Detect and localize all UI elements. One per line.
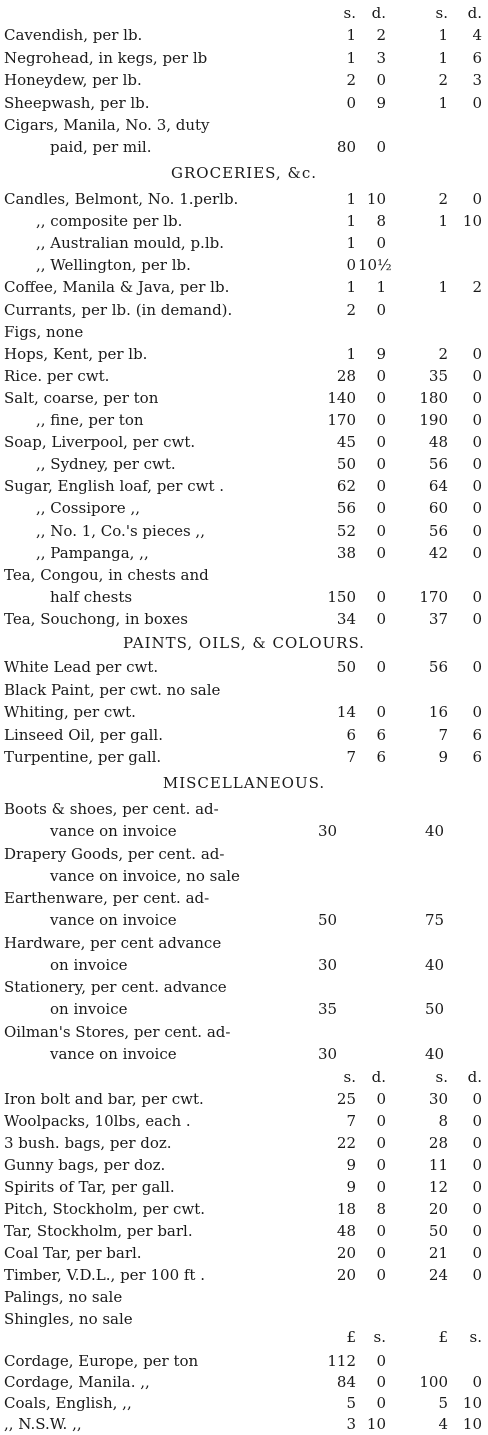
column-header-mid [0,1066,488,1088]
price-low-minor: 0 [376,477,386,496]
price-low-major: 62 [336,477,356,496]
price-high-major: 1 [438,26,448,44]
item-label: on invoice [50,955,128,974]
item-label: Pitch, Stockholm, per cwt. [4,1200,206,1218]
price-low-pence: 0 [376,610,386,628]
item-label: Currants, per lb. (in demand). [4,300,233,319]
item-label: ,, Australian mould, p.lb. [36,234,224,253]
percent-row-line1 [0,1021,488,1043]
advance-low: 30 [318,822,338,840]
price-row [0,1110,488,1132]
price-high-minor: 0 [472,477,482,496]
price-low-major: 52 [336,521,356,540]
item-label: vance on invoice [50,911,177,929]
header-pence-low: d. [371,1068,386,1086]
header-shillings-high: s. [435,4,448,22]
percent-row-line1 [0,843,488,865]
item-label: Figs, none [4,322,84,341]
price-row [0,321,488,343]
price-row [0,1132,488,1154]
price-high-minor: 0 [472,1178,482,1196]
price-high-minor: 6 [472,725,482,744]
item-label: ,, Cossipore ,, [36,499,140,518]
item-label: Oilman's Stores, per cent. ad- [4,1022,231,1041]
item-label: Stationery, per cent. advance [4,978,227,996]
price-high-major: 1 [438,212,448,231]
item-label: Boots & shoes, per cent. ad- [4,800,219,818]
price-low-minor: 0 [376,1394,386,1412]
price-row [0,724,488,746]
price-low-minor: 0 [376,543,386,562]
price-low-major: 1 [346,212,356,231]
price-high-minor: 0 [472,455,482,474]
advance-high: 40 [425,955,445,974]
price-row [0,276,488,298]
price-low-minor: 0 [376,366,386,385]
price-high-major: 1 [438,93,448,112]
price-row [0,188,488,210]
header-shillings-low: s. [343,1068,356,1086]
price-low-major: 1 [346,234,356,253]
item-label: Woolpacks, 10lbs, each . [4,1112,191,1130]
item-label: Tar, Stockholm, per barl. [4,1222,193,1240]
header-shillings-high: s. [469,1328,482,1346]
price-high-minor: 0 [472,703,482,721]
price-row [0,24,488,46]
price-high-minor: 0 [472,388,482,407]
price-low-minor: 0 [376,1352,386,1370]
price-low-minor: 0 [376,703,386,721]
price-high-major: 2 [438,344,448,363]
price-high-minor: 10 [462,212,482,231]
item-label: ,, composite per lb. [36,212,183,231]
price-high-minor: 10 [462,1415,482,1433]
price-row [0,542,488,564]
price-high-major: 8 [438,1112,448,1130]
price-high-minor: 10 [462,1394,482,1412]
price-row [0,210,488,232]
price-high-minor: 0 [472,1266,482,1284]
price-high-pence: 0 [472,610,482,628]
price-high-major: 48 [428,433,448,452]
price-row [0,1371,488,1393]
header-shillings-low: s. [373,1328,386,1346]
price-high-major: 11 [428,1156,448,1174]
advance-high: 40 [425,1044,445,1063]
price-high-minor: 0 [472,433,482,452]
advance-low: 35 [318,1000,338,1018]
price-high-major: 64 [428,477,448,496]
item-label: Sugar, English loaf, per cwt . [4,477,225,496]
price-low-major: 84 [336,1373,356,1391]
price-low-major: 14 [336,703,356,721]
item-label: Coal Tar, per barl. [4,1244,142,1262]
item-label: ,, N.S.W. ,, [4,1415,82,1433]
price-high-major: 2 [438,71,448,89]
price-high-minor: 2 [472,278,482,297]
price-low-minor: 10 [366,1415,386,1433]
price-low-major: 48 [336,1222,356,1240]
item-label: Hops, Kent, per lb. [4,344,148,363]
price-low-minor: 8 [376,212,386,231]
price-high-major: 2 [438,190,448,208]
price-high-major: 42 [428,543,448,562]
price-high-minor: 0 [472,543,482,562]
item-label: ,, Pampanga, ,, [36,543,149,562]
price-row [0,92,488,114]
price-high-minor: 6 [472,748,482,766]
price-high-major: 5 [438,1394,448,1412]
price-low-minor: 6 [376,748,386,766]
price-high-major: 35 [428,366,448,385]
price-low-minor: 0 [376,1244,386,1262]
percent-row-line2 [0,820,488,842]
price-low-minor: 0 [376,433,386,452]
price-low-minor: 2 [376,26,386,44]
item-label: Timber, V.D.L., per 100 ft . [4,1266,205,1284]
price-high-shillings: 37 [428,610,448,628]
price-low-major: 22 [336,1134,356,1152]
item-label: Cigars, Manila, No. 3, duty [4,116,210,134]
percent-row-line1 [0,976,488,998]
item-label: Coffee, Manila & Java, per lb. [4,278,230,297]
price-high-minor: 0 [472,499,482,518]
price-low-major: 50 [336,658,356,676]
item-label: Sheepwash, per lb. [4,93,150,112]
price-low-minor: 0 [376,499,386,518]
tea-congou-line2 [0,586,488,608]
price-low-major: 112 [327,1352,356,1370]
price-row [0,1392,488,1414]
price-row [0,431,488,453]
item-label: Shingles, no sale [4,1310,133,1328]
price-high-minor: 0 [472,411,482,429]
section-heading-misc: MISCELLANEOUS. [162,774,326,792]
price-low-major: 9 [346,1178,356,1196]
price-high-minor: 4 [472,26,482,44]
percent-row-line1 [0,887,488,909]
item-label: ,, Sydney, per cwt. [36,455,176,474]
price-row [0,453,488,475]
cigars-line2 [0,136,488,158]
item-label: Tea, Souchong, in boxes [4,610,188,628]
price-row [0,409,488,431]
item-label: ,, Wellington, per lb. [36,256,191,275]
price-low-minor: 3 [376,48,386,67]
price-low-minor: 0 [376,1373,386,1391]
price-row [0,1220,488,1242]
item-label: vance on invoice, no sale [50,866,240,885]
item-label: Drapery Goods, per cent. ad- [4,844,225,863]
tea-congou-line1 [0,564,488,586]
item-label: Cordage, Europe, per ton [4,1352,199,1370]
item-label: Iron bolt and bar, per cwt. [4,1090,204,1108]
item-label: Cavendish, per lb. [4,26,143,44]
percent-row-line2 [0,909,488,931]
price-high-major: 1 [438,278,448,297]
price-high-minor: 0 [472,1200,482,1218]
advance-high: 50 [425,1000,445,1018]
price-row [0,656,488,678]
item-label: Coals, English, ,, [4,1394,132,1412]
item-label: Negrohead, in kegs, per lb [4,48,208,67]
price-row [0,232,488,254]
item-label: Whiting, per cwt. [4,703,136,721]
price-high-minor: 0 [472,93,482,112]
price-high-minor: 0 [472,1156,482,1174]
price-low-major: 20 [336,1266,356,1284]
item-label: Tea, Congou, in chests and [4,566,209,584]
item-label: ,, fine, per ton [36,411,144,429]
price-low-major: 3 [346,1415,356,1433]
price-low-major: 7 [346,1112,356,1130]
item-label: Gunny bags, per doz. [4,1156,166,1174]
price-low-major: 7 [346,748,356,766]
price-row [0,387,488,409]
price-low-major: 2 [346,300,356,319]
price-low-major: 56 [336,499,356,518]
price-high-minor: 3 [472,71,482,89]
price-low-major: 170 [327,411,356,429]
price-low-major: 9 [346,1156,356,1174]
percent-row-line1 [0,932,488,954]
price-row [0,69,488,91]
price-high-major: 190 [419,411,448,429]
price-low-major: 5 [346,1394,356,1412]
price-low-major: 140 [327,388,356,407]
price-low-minor: 0 [376,1178,386,1196]
price-high-major: 24 [428,1266,448,1284]
price-high-minor: 0 [472,1244,482,1262]
price-high-minor: 0 [472,1112,482,1130]
price-row [0,1286,488,1308]
percent-row-line1 [0,798,488,820]
price-row [0,47,488,69]
item-label: Earthenware, per cent. ad- [4,889,210,907]
item-label: Honeydew, per lb. [4,71,142,89]
price-row [0,475,488,497]
price-high-major: 21 [428,1244,448,1262]
price-row [0,365,488,387]
price-high-major: 1 [438,48,448,67]
price-low-major: 1 [346,26,356,44]
item-label: half chests [50,588,133,606]
price-low-minor: 0 [376,388,386,407]
price-low-minor: 9 [376,93,386,112]
price-high-pence: 0 [472,588,482,606]
price-low-major: 45 [336,433,356,452]
percent-row-line2 [0,998,488,1020]
percent-row-line2 [0,1043,488,1065]
price-low-minor: 9 [376,344,386,363]
price-high-major: 28 [428,1134,448,1152]
price-low-shillings: 150 [327,588,356,606]
item-label: Spirits of Tar, per gall. [4,1178,175,1196]
price-low-minor: 0 [376,71,386,89]
price-low-major: 0 [346,93,356,112]
price-low-minor: 0 [376,1156,386,1174]
header-pence-high: d. [467,4,482,22]
advance-low: 50 [318,911,338,929]
item-label: Rice. per cwt. [4,366,110,385]
price-low-major: 20 [336,1244,356,1262]
price-high-major: 50 [428,1222,448,1240]
advance-low: 30 [318,955,338,974]
header-pence-low: d. [371,4,386,22]
price-high-minor: 0 [472,1373,482,1391]
price-low-minor: 8 [376,1200,386,1218]
price-low-major: 38 [336,543,356,562]
column-header-bottom [0,1326,488,1348]
price-row [0,254,488,276]
section-heading-paints: PAINTS, OILS, & COLOURS. [123,634,365,652]
price-row [0,1154,488,1176]
price-low-minor: 0 [376,411,386,429]
tea-souchong-row [0,608,488,630]
price-high-major: 20 [428,1200,448,1218]
item-label: ,, No. 1, Co.'s pieces ,, [36,521,205,540]
price-low-minor: 1 [376,278,386,297]
price-high-minor: 0 [472,1134,482,1152]
price-row [0,1350,488,1372]
item-label: Hardware, per cent advance [4,933,222,952]
price-low-shillings: 80 [336,138,356,156]
price-high-major: 7 [438,725,448,744]
price-high-major: 30 [428,1090,448,1108]
price-row [0,299,488,321]
price-row [0,520,488,542]
price-high-minor: 0 [472,344,482,363]
price-low-pence: 0 [376,588,386,606]
price-high-minor: 6 [472,48,482,67]
item-label: 3 bush. bags, per doz. [4,1134,172,1152]
price-low-minor: 10 [366,190,386,208]
price-low-minor: 0 [376,1266,386,1284]
price-low-major: 1 [346,190,356,208]
price-high-minor: 0 [472,521,482,540]
price-low-major: 28 [336,366,356,385]
item-label: Cordage, Manila. ,, [4,1373,150,1391]
item-label: Palings, no sale [4,1288,123,1306]
price-row [0,1198,488,1220]
price-low-major: 1 [346,278,356,297]
price-low-major: 1 [346,344,356,363]
percent-row-line2 [0,954,488,976]
price-row [0,1264,488,1286]
price-low-major: 25 [336,1090,356,1108]
cigars-line1 [0,114,488,136]
price-low-minor: 0 [376,1112,386,1130]
header-pence-high: d. [467,1068,482,1086]
price-low-minor: 0 [376,1090,386,1108]
item-label: Soap, Liverpool, per cwt. [4,433,196,452]
price-low-minor: 6 [376,725,386,744]
header-shillings-low: s. [343,4,356,22]
item-label: White Lead per cwt. [4,658,159,676]
price-low-minor: 0 [376,658,386,676]
price-high-major: 60 [428,499,448,518]
price-low-major: 1 [346,48,356,67]
item-label: paid, per mil. [50,138,152,156]
price-row [0,1176,488,1198]
advance-high: 40 [425,822,445,840]
price-high-shillings: 170 [419,588,448,606]
price-row [0,343,488,365]
price-high-minor: 0 [472,366,482,385]
header-pounds-high: £ [438,1328,448,1346]
price-low-major: 18 [336,1200,356,1218]
advance-high: 75 [425,911,445,929]
price-high-minor: 0 [472,1222,482,1240]
header-pounds-low: £ [346,1328,356,1346]
price-low-major: 0 [346,256,356,275]
price-row [0,497,488,519]
price-low-shillings: 34 [336,610,356,628]
price-low-minor: 0 [376,1222,386,1240]
price-high-minor: 0 [472,190,482,208]
price-low-minor: 0 [376,455,386,474]
advance-low: 30 [318,1044,338,1063]
price-low-minor: 0 [376,521,386,540]
header-shillings-high: s. [435,1068,448,1086]
price-row [0,701,488,723]
price-high-major: 4 [438,1415,448,1433]
price-high-major: 180 [419,388,448,407]
price-high-major: 56 [428,658,448,676]
item-label: Turpentine, per gall. [4,748,162,766]
price-high-minor: 0 [472,1090,482,1108]
percent-row-line2 [0,865,488,887]
item-label: Candles, Belmont, No. 1.perlb. [4,190,239,208]
price-low-minor: 0 [376,234,386,253]
price-low-pence: 0 [376,138,386,156]
price-row [0,1413,488,1435]
item-label: vance on invoice [50,822,177,840]
price-row [0,1088,488,1110]
price-high-major: 56 [428,455,448,474]
item-label: vance on invoice [50,1044,177,1063]
price-high-major: 9 [438,748,448,766]
price-low-minor: 10½ [358,256,392,275]
price-row [0,679,488,701]
price-high-major: 100 [419,1373,448,1391]
item-label: Black Paint, per cwt. no sale [4,680,221,699]
price-low-minor: 0 [376,300,386,319]
column-header-top [0,2,488,24]
item-label: Salt, coarse, per ton [4,388,159,407]
price-low-major: 2 [346,71,356,89]
price-high-major: 16 [428,703,448,721]
price-high-minor: 0 [472,658,482,676]
price-low-minor: 0 [376,1134,386,1152]
price-row [0,1242,488,1264]
price-row [0,746,488,768]
section-heading-groceries: GROCERIES, &c. [171,164,317,182]
price-low-major: 50 [336,455,356,474]
price-low-major: 6 [346,725,356,744]
item-label: on invoice [50,1000,128,1018]
price-high-major: 12 [428,1178,448,1196]
item-label: Linseed Oil, per gall. [4,725,163,744]
price-high-major: 56 [428,521,448,540]
